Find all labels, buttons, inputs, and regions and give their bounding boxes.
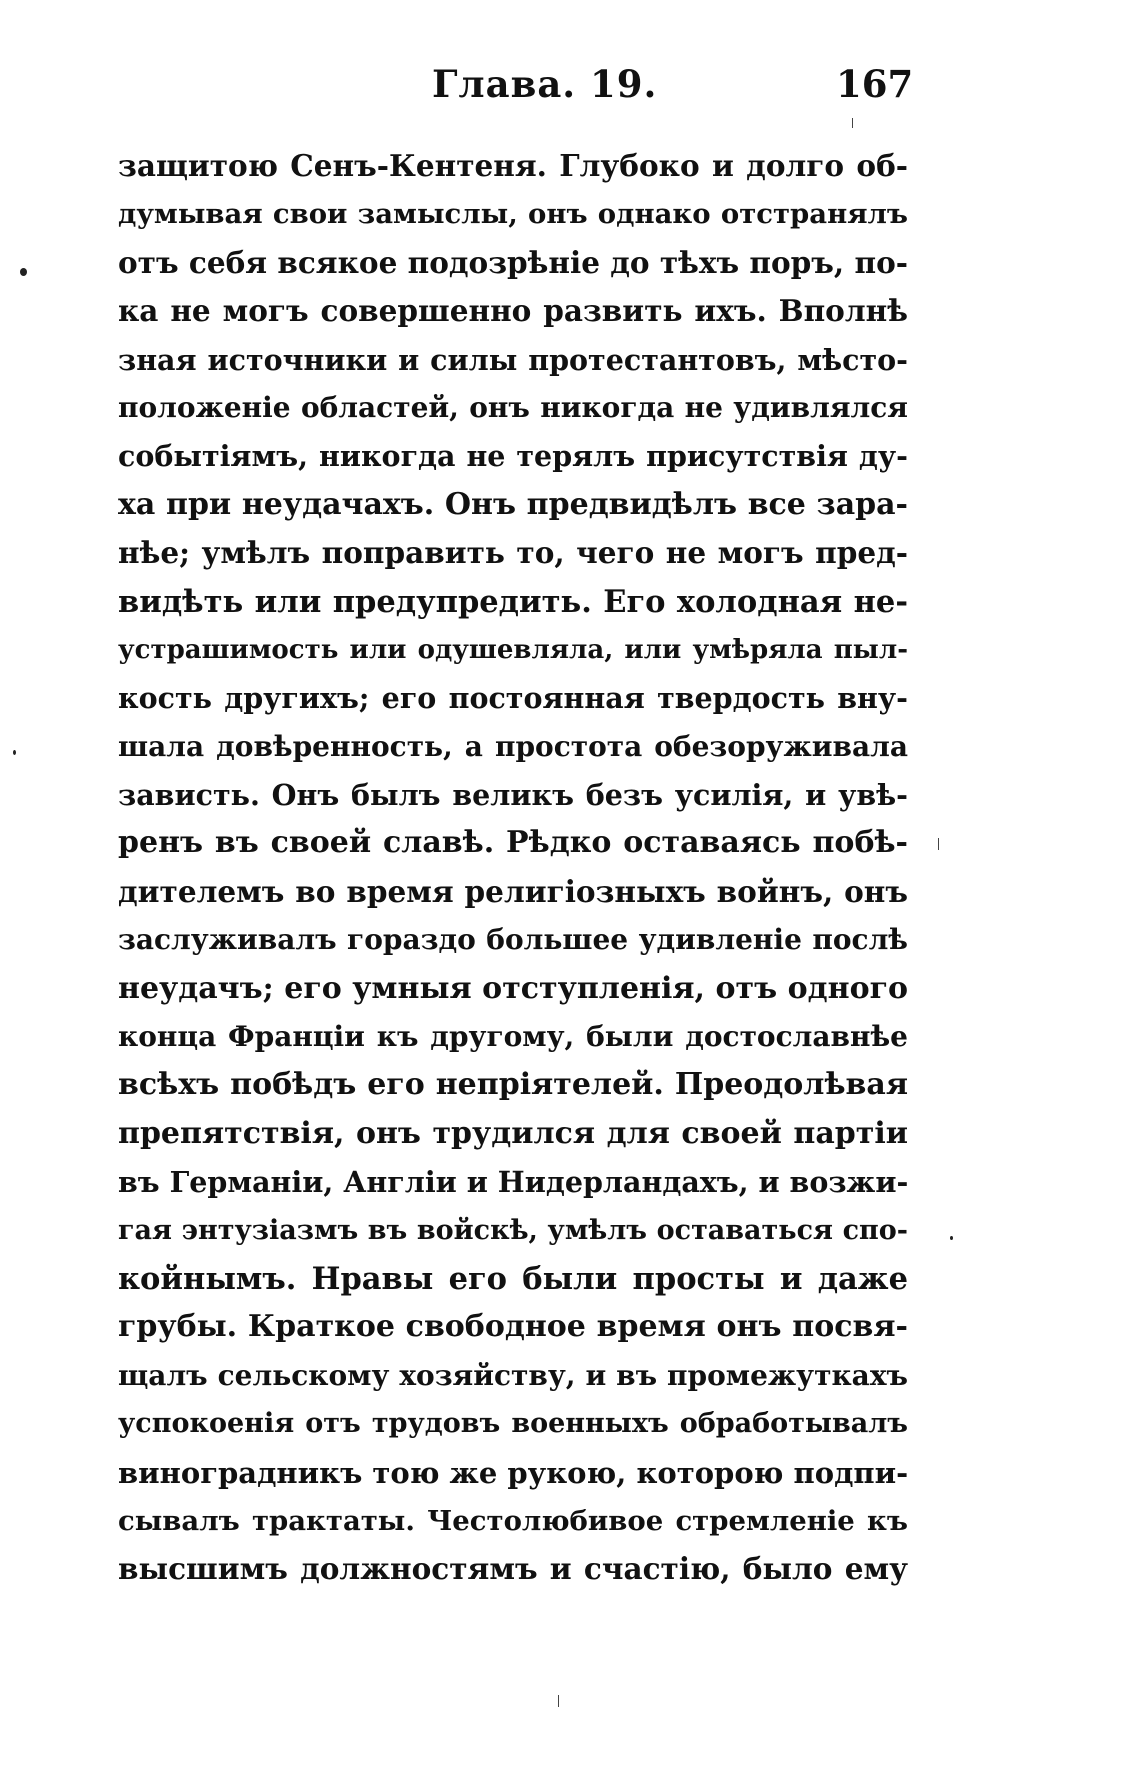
text-line: думывая свои замыслы, онъ однако отстранялъ bbox=[118, 198, 908, 231]
text-line: всѣхъ побѣдъ его непріятелей. Преодолѣвая bbox=[118, 1067, 908, 1103]
text-line: зная источники и силы протестантовъ, мѣсто- bbox=[118, 342, 908, 377]
scan-speck bbox=[20, 268, 27, 276]
text-line: грубы. Краткое свободное время онъ посвя- bbox=[118, 1309, 908, 1345]
text-line: гая энтузіазмъ въ войскѣ, умѣлъ оставаться спо- bbox=[118, 1214, 908, 1246]
text-line: шала довѣренность, а простота обезоруживала bbox=[118, 729, 908, 763]
text-line: ка не могъ совершенно развить ихъ. Вполнѣ bbox=[118, 293, 908, 329]
text-line: препятствія, онъ трудился для своей партіи bbox=[118, 1115, 908, 1151]
chapter-title: Глава. 19. bbox=[432, 62, 658, 106]
page-number: 167 bbox=[836, 62, 914, 106]
scan-speck bbox=[13, 750, 16, 755]
text-line: высшимъ должностямъ и счастію, было ему bbox=[118, 1551, 908, 1587]
text-line: устрашимость или одушевляла, или умѣряла пыл- bbox=[118, 634, 908, 665]
text-line: заслуживалъ гораздо большее удивленіе послѣ bbox=[118, 923, 908, 957]
scan-mark bbox=[852, 118, 853, 128]
scan-mark bbox=[558, 1695, 559, 1707]
text-line: положеніе областей, онъ никогда не удивлялся bbox=[118, 390, 908, 424]
text-line: ха при неудачахъ. Онъ предвидѣлъ все зара- bbox=[118, 486, 908, 522]
scan-speck bbox=[950, 1236, 953, 1240]
text-line: щалъ сельскому хозяйству, и въ промежуткахъ bbox=[118, 1358, 908, 1392]
text-line: койнымъ. Нравы его были просты и даже bbox=[118, 1260, 908, 1297]
text-line: кость другихъ; его постоянная твердость вну- bbox=[118, 681, 908, 716]
scan-mark bbox=[938, 838, 939, 850]
text-line: успокоенія отъ трудовъ военныхъ обработывалъ bbox=[118, 1408, 908, 1440]
text-line: сывалъ трактаты. Честолюбивое стремленіе къ bbox=[118, 1504, 908, 1537]
text-line: виноградникъ тою же рукою, которою подпи- bbox=[118, 1455, 908, 1490]
text-line: отъ себя всякое подозрѣніе до тѣхъ поръ, по- bbox=[118, 244, 908, 280]
text-line: неудачъ; его умныя отступленія, отъ одного bbox=[118, 970, 908, 1006]
page-body bbox=[118, 142, 908, 1594]
text-line: событіямъ, никогда не терялъ присутствія ду- bbox=[118, 439, 908, 474]
page-header bbox=[0, 52, 1140, 112]
text-line: защитою Сенъ-Кентеня. Глубоко и долго об- bbox=[118, 148, 908, 183]
text-line: зависть. Онъ былъ великъ безъ усилія, и увѣ- bbox=[118, 778, 908, 813]
text-line: нѣе; умѣлъ поправить то, чего не могъ пред- bbox=[118, 535, 908, 571]
text-line: конца Франціи къ другому, были достославнѣе bbox=[118, 1020, 908, 1054]
text-line: дителемъ во время религіозныхъ войнъ, онъ bbox=[118, 873, 908, 909]
text-line: видѣть или предупредить. Его холодная не- bbox=[118, 583, 908, 620]
text-line: въ Германіи, Англіи и Нидерландахъ, и возжи- bbox=[118, 1165, 908, 1200]
text-line: ренъ въ своей славѣ. Рѣдко оставаясь побѣ- bbox=[118, 825, 908, 861]
